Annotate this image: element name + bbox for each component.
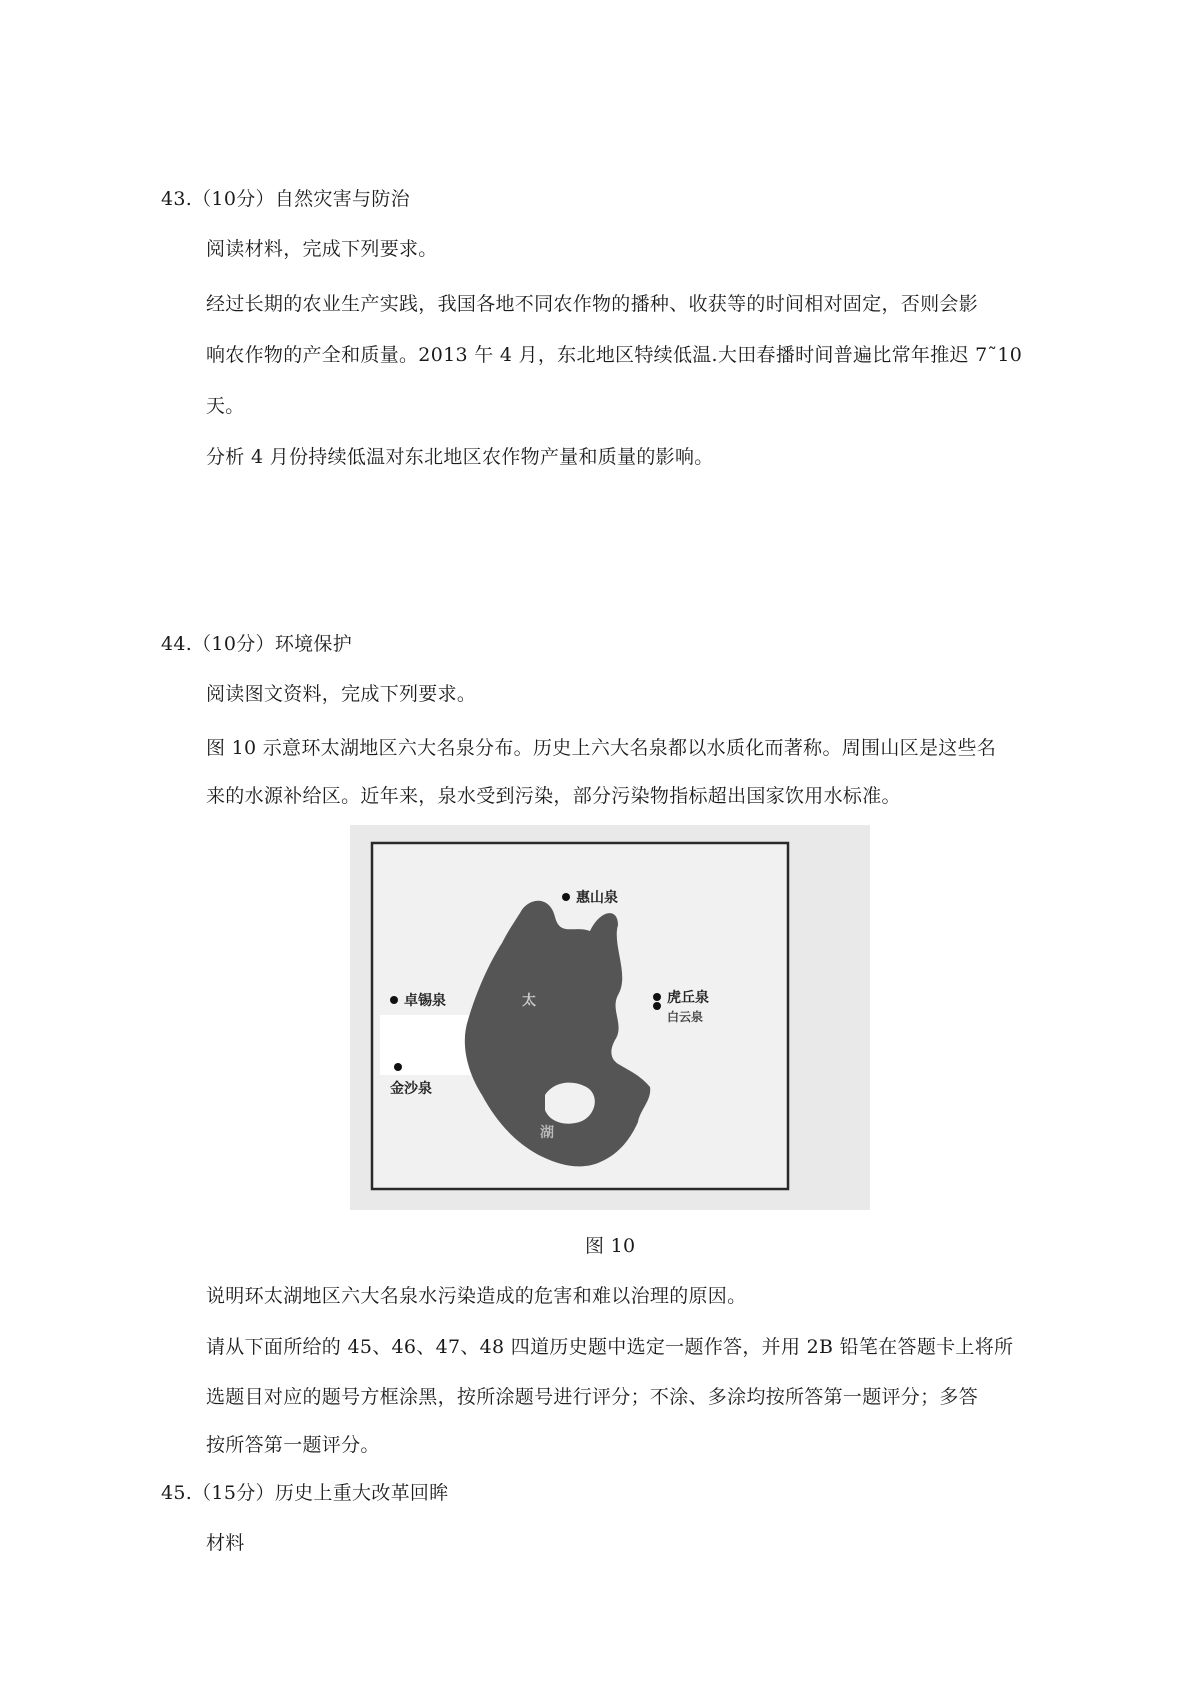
- q43-title: 自然灾害与防治: [274, 188, 410, 210]
- q43-material-line-1: 经过长期的农业生产实践，我国各地不同农作物的播种、收获等的时间相对固定，否则会影: [206, 293, 979, 315]
- figure-10-caption: 图 10: [585, 1235, 636, 1257]
- q43-heading: [161, 186, 410, 212]
- q43-instruction: 阅读材料，完成下列要求。: [206, 238, 438, 260]
- hui-shan-spring-label: 惠山泉: [576, 890, 618, 906]
- q43-material-line-2: 响农作物的产全和质量。2013 午 4 月，东北地区特续低温.大田春播时间普遍比常年推迟 7˜10: [206, 344, 1023, 366]
- q43-material-line-3: 天。: [206, 395, 245, 417]
- q44-number: 44.: [161, 633, 193, 655]
- q44-heading: [161, 631, 352, 657]
- q45-points: （15分）: [192, 1482, 275, 1504]
- q44-title: 环境保护: [274, 633, 353, 655]
- zhuo-xi-spring-dot: [390, 996, 398, 1004]
- choice-instruction-line-2: 选题目对应的题号方框涂黑，按所涂题号进行评分；不涂、多涂均按所答第一题评分；多答: [206, 1386, 979, 1408]
- bai-yun-spring-label: 白云泉: [667, 1010, 704, 1024]
- q44-material-line-2: 来的水源补给区。近年来，泉水受到污染，部分污染物指标超出国家饮用水标准。: [206, 785, 901, 807]
- hui-shan-spring-dot: [562, 893, 570, 901]
- lake-char-hu: 湖: [540, 1125, 554, 1141]
- q44-material-line-1: 图 10 示意环太湖地区六大名泉分布。历史上六大名泉都以水质化而著称。周围山区是这些名: [206, 737, 997, 759]
- zhuo-xi-spring-label: 卓锡泉: [404, 993, 446, 1009]
- q43-question: 分析 4 月份持续低温对东北地区农作物产量和质量的影响。: [206, 446, 714, 468]
- q45-number: 45.: [161, 1482, 193, 1504]
- jin-sha-spring-label: 金沙泉: [390, 1081, 432, 1097]
- figure-10-map: [350, 825, 870, 1210]
- q45-title: 历史上重大改革回眸: [274, 1482, 449, 1504]
- hu-qiu-spring-label: 虎丘泉: [667, 990, 709, 1006]
- choice-instruction-line-1: 请从下面所给的 45、46、47、48 四道历史题中选定一题作答，并用 2B 铅笔在答题卡上将所: [206, 1336, 1014, 1358]
- q44-question: 说明环太湖地区六大名泉水污染造成的危害和难以治理的原因。: [206, 1285, 747, 1307]
- taihu-map-svg: [350, 825, 870, 1210]
- q43-points: （10分）: [192, 188, 275, 210]
- q44-points: （10分）: [192, 633, 275, 655]
- bai-yun-spring-dot: [653, 1002, 661, 1010]
- q45-material-label: 材料: [206, 1532, 245, 1554]
- q44-instruction: 阅读图文资料，完成下列要求。: [206, 683, 477, 705]
- hu-qiu-spring-dot: [653, 993, 661, 1001]
- jin-sha-spring-dot: [394, 1063, 402, 1071]
- q43-number: 43.: [161, 188, 193, 210]
- choice-instruction-line-3: 按所答第一题评分。: [206, 1434, 380, 1456]
- lake-char-tai: 太: [522, 993, 536, 1009]
- q45-heading: [161, 1480, 449, 1506]
